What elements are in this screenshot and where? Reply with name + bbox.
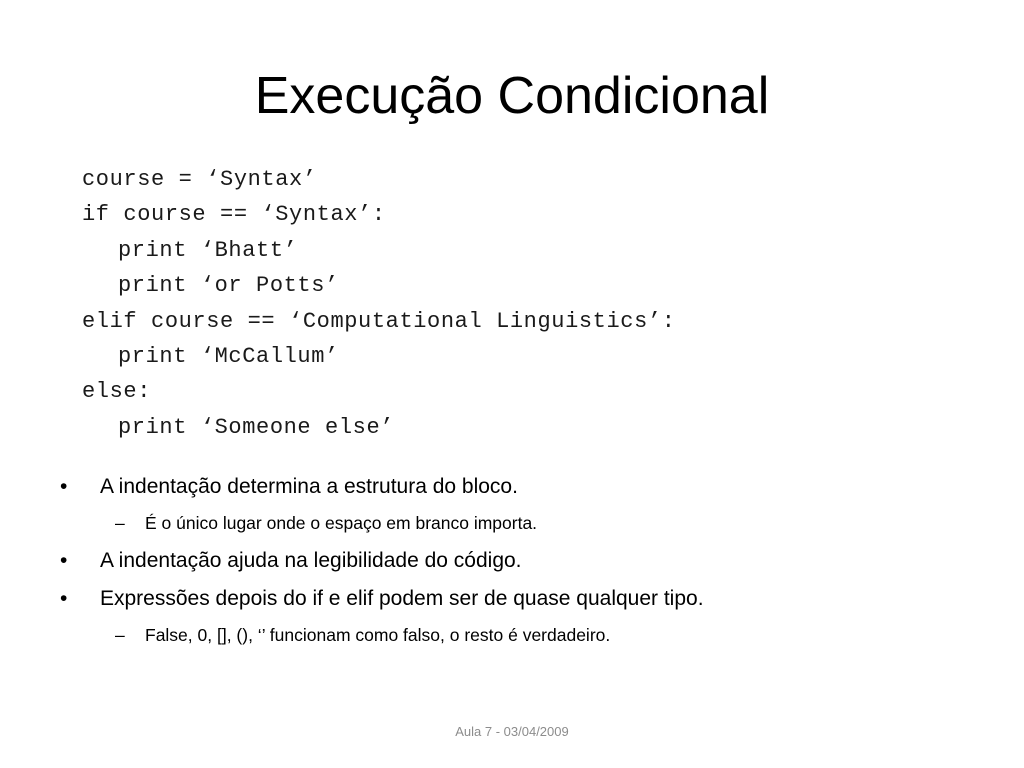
bullet-item	[60, 470, 1000, 504]
slide-footer: Aula 7 - 03/04/2009	[455, 724, 569, 739]
dash-marker: –	[115, 513, 125, 533]
bullet-text: Expressões depois do if e elif podem ser de quase qualquer tipo.	[100, 587, 704, 610]
bullet-text: A indentação ajuda na legibilidade do código.	[100, 549, 522, 572]
code-line: course = ‘Syntax’	[82, 167, 317, 192]
sub-bullet-text: False, 0, [], (), ‘’ funcionam como falso, o resto é verdadeiro.	[145, 625, 611, 645]
bullet-item	[60, 544, 1000, 578]
sub-bullet-text: É o único lugar onde o espaço em branco importa.	[145, 513, 538, 533]
code-line: else:	[82, 379, 152, 405]
bullet-marker: •	[60, 549, 68, 572]
code-line: print ‘McCallum’	[118, 343, 339, 369]
bullet-marker: •	[60, 475, 68, 498]
code-line: if course == ‘Syntax’:	[82, 202, 386, 228]
code-line: print ‘or Potts’	[118, 273, 339, 299]
bullet-text: A indentação determina a estrutura do bloco.	[100, 475, 518, 498]
code-line: print ‘Someone else’	[118, 414, 395, 440]
code-line: print ‘Bhatt’	[118, 237, 298, 263]
sub-bullet-item	[60, 508, 1000, 538]
code-block	[82, 162, 676, 445]
code-line: elif course == ‘Computational Linguistics’:	[82, 308, 676, 334]
bullet-list	[60, 470, 1000, 656]
bullet-item	[60, 582, 1000, 616]
dash-marker: –	[115, 625, 125, 645]
sub-bullet-item	[60, 620, 1000, 650]
bullet-marker: •	[60, 587, 68, 610]
slide-title: Execução Condicional	[254, 67, 770, 125]
